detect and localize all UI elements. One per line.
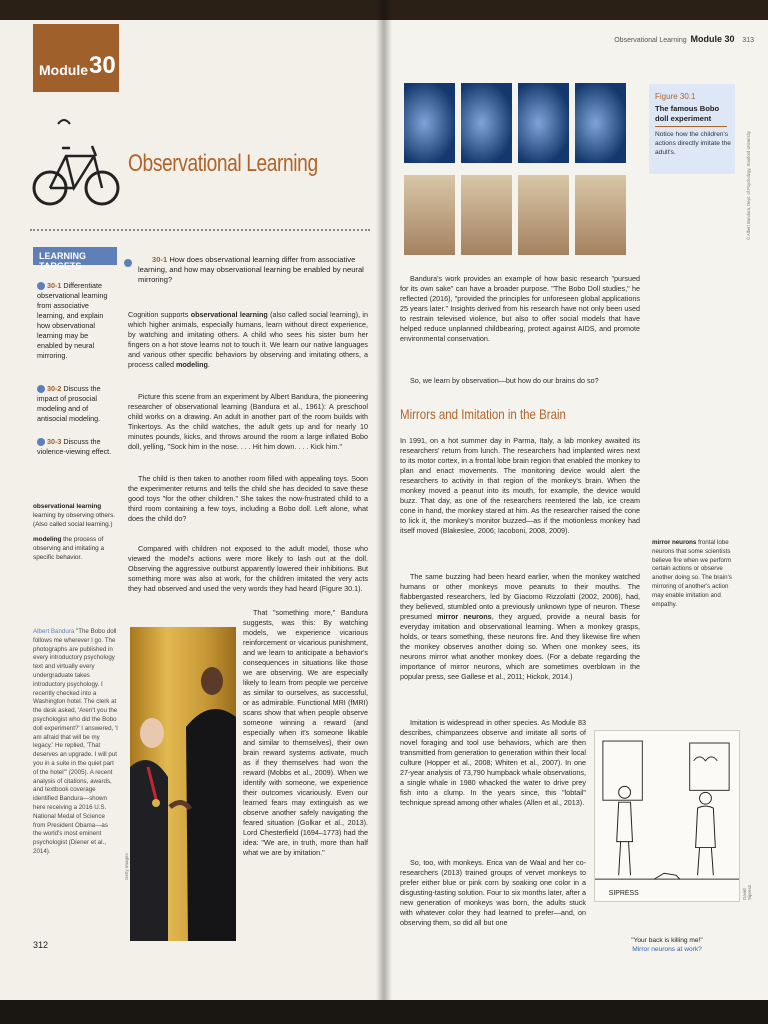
body-paragraph: The child is then taken to another room filled with appealing toys. Soon the experimenter returns and tells the child she has decided to save these good toys "for the other children." She takes the now-frustrated child to a third room containing a few toys, including a Bobo doll. Left alone, what does the child do? <box>128 474 368 523</box>
body-paragraph: So, we learn by observation—but how do our brains do so? <box>410 376 599 385</box>
learning-question: 30-1 How does observational learning differ from associative learning, and how may observational learning be enabled by neural mirroring? <box>138 255 364 284</box>
learning-target-item: 30-3 Discuss the violence-viewing effect. <box>37 437 112 456</box>
bobo-doll-photo-grid <box>404 83 626 255</box>
figure-rule <box>655 126 727 127</box>
book-bottom-edge <box>0 1000 768 1024</box>
figure-title: The famous Bobo doll experiment <box>655 104 720 123</box>
svg-text:SIPRESS: SIPRESS <box>608 889 639 897</box>
bobo-photo <box>518 175 569 255</box>
learning-target-item: 30-2 Discuss the impact of prosocial modeling and of antisocial modeling. <box>37 384 101 423</box>
bobo-photo <box>461 175 512 255</box>
body-paragraph: That "something more," Bandura suggests, was this: By watching models, we experience vicarious reinforcement or vicarious punishment, and we learn to anticipate a behavior's consequences in situations like those we are observing. We are especially likely to learn from people we perceive as similar to ourselves, as successful, or as admirable. Functional MRI (fMRI) scans show that when people observe someone winning a reward (and especially when it's someone likable and similar to themselves), their own brain reward systems activate, much as if they themselves had won the reward (Mobbs et al., 2009). When we identify with someone, we experience their outcomes vicariously. Even our learned fears may extinguish as we observe another safely navigating the feared situation (Golkar et al., 2013). Lord Chesterfield (1694–1773) had the idea: "We are, in truth, more than half what we are by imitation." <box>243 608 368 857</box>
figure-number: Figure 30.1 <box>655 92 696 101</box>
figure-credit: © Albert Bandura, Dept. of Psychology, Stanford University <box>746 131 751 240</box>
body-paragraph: Picture this scene from an experiment by Albert Bandura, the pioneering researcher of observational learning (Bandura et al., 1961): A preschool child works on a drawing. An adult in another part of the room builds with Tinkertoys. As the child watches, the adult gets up and for nearly 10 minutes pounds, kicks, and throws around the room a large inflated Bobo doll, yelling, "Sock him in the nose. . . . Hit him down. . . . Kick him." <box>128 392 368 451</box>
cartoon-credit: David Sipress <box>742 884 752 900</box>
body-paragraph: Bandura's work provides an example of how basic research "pursued for its own sake" can have a broader purpose. "The Bobo Doll studies," he reflected (2016), "provided the principles for unforeseen global applications 25 years later." Insights derived from his research have not only been used to restrain televised violence, but also to offer social models that have helped reduce unplanned childbearing, protect against AIDS, and promote environmental conservation. <box>400 274 640 343</box>
right-page <box>384 0 768 1024</box>
bandura-sidebar: Albert Bandura "The Bobo doll follows me wherever I go. The photographs are published in every introductory psychology text and virtually every undergraduate takes introductory psychology. I recently checked into a Washington hotel. The clerk at the desk asked, 'Aren't you the psychologist who did the Bobo doll experiment?' I answered, 'I am afraid that will be my legacy.' He replied, 'That deserves an upgrade. I will put you in a suite in the quiet part of the hotel'" (2005). A recent analysis of citations, awards, and textbook coverage identified Bandura—shown here receiving a 2016 U.S. National Medal of Science from President Obama—as the world's most eminent psychologist (Diener et al., 2014). <box>33 628 118 855</box>
learning-targets-heading: LEARNING TARGETS <box>33 247 117 265</box>
page-number: 312 <box>33 940 49 950</box>
body-paragraph: Cognition supports observational learning (also called social learning), in which higher animals, especially humans, learn without direct experience, by watching and imitating others. A child who sees his sister burn her fingers on a hot stove learns not to touch it. We learn our native languages and various other specific behaviors by observing and imitating others, a process called modeling. <box>128 310 368 369</box>
module-number: 30 <box>89 52 116 79</box>
cartoon-caption: "Your back is killing me!" Mirror neurons at work? <box>631 937 703 953</box>
section-heading: Mirrors and Imitation in the Brain <box>400 406 566 422</box>
running-head: Observational Learning Module 30 313 <box>614 34 754 44</box>
book-gutter <box>376 0 392 1024</box>
target-arrow-icon <box>37 438 45 446</box>
figure-caption-box <box>649 84 735 174</box>
question-arrow-icon <box>124 254 134 272</box>
award-photo <box>130 627 236 941</box>
body-paragraph: Compared with children not exposed to the adult model, those who viewed the model's actions were more likely to lash out at the doll. Observing the aggressive outburst apparently lowered their inhibitions. But something more was also at work, for the children imitated the very acts they had observed and used the very words they had heard (Figure 30.1). <box>128 544 368 593</box>
bobo-photo <box>575 175 626 255</box>
divider <box>30 229 370 231</box>
photo-credit: Getty Images <box>124 853 129 880</box>
chapter-title: Observational Learning <box>128 150 318 177</box>
module-tab <box>33 24 119 92</box>
learning-target-item: 30-1 Differentiate observational learning from associative learning, and explain how observational learning may be enabled by neural mirroring. <box>37 281 108 360</box>
bobo-photo <box>518 83 569 163</box>
bobo-photo <box>404 175 455 255</box>
target-arrow-icon <box>37 385 45 393</box>
body-paragraph: The same buzzing had been heard earlier, when the monkey watched humans or other monkeys move peanuts to their mouths. The flabbergasted researchers, led by Giacomo Rizzolatti (2002, 2006), had, they believed, stumbled onto a previously unknown type of neuron. These presumed mirror neurons, they argued, provide a neural basis for everyday imitation and observational learning. When a monkey grasps, holds, or tears something, these neurons fire. And they likewise fire when the monkey observes another doing so. When one monkey sees, its neurons mirror what another monkey does. (For a debate regarding the importance of mirror neurons, which are sometimes overblown in the popular press, see Gallese et al., 2011; Hickok, 2014.) <box>400 572 640 681</box>
body-paragraph: In 1991, on a hot summer day in Parma, Italy, a lab monkey awaited its researchers' return from lunch. The researchers had implanted wires next to its motor cortex, in a frontal lobe brain region that enabled the monkey to plan and enact movements. The monitoring device would alert the researchers to activity in that region of the monkey's brain. When the monkey moved a peanut into its mouth, for example, the device would buzz. That day, as one of the researchers reentered the lab, ice cream cone in hand, the monkey stared at him. As the researcher raised the cone to lick it, the monkey's monitor buzzed—as if the motionless monkey had itself moved (Blakeslee, 2006; Iacoboni, 2008, 2009). <box>400 436 640 535</box>
glossary-entry: observational learning learning by observing others. (Also called social learning.) <box>33 503 116 528</box>
bobo-photo <box>404 83 455 163</box>
bobo-photo <box>461 83 512 163</box>
bicycle-icon <box>30 112 122 224</box>
body-paragraph: Imitation is widespread in other species. As Module 83 describes, chimpanzees observe and imitate all sorts of novel foraging and tool use behaviors, which are then transmitted from generation to generation within their local culture (Hopper et al., 2008; Whiten et al., 2007). In one 27-year analysis of 73,790 humpback whale observations, a single whale in 1980 whacked the water to drive prey fish into a clump. In the years since, this "lobtail" technique spread among other whales (Allen et al., 2013). <box>400 718 586 807</box>
glossary-margin <box>33 502 118 568</box>
mirror-neurons-glossary: mirror neurons frontal lobe neurons that some scientists believe fire when we perform certain actions or observe another doing so. The brain's mirroring of another's action may enable imitation and empathy. <box>652 539 732 608</box>
bobo-photo <box>575 83 626 163</box>
figure-caption: Notice how the children's actions directly imitate the adult's. <box>655 131 731 156</box>
body-paragraph: So, too, with monkeys. Erica van de Waal and her co-researchers (2013) trained groups of vervet monkeys to prefer either blue or pink corn by soaking one color in a disgusting-tasting solution. Four to six months later, after a new generation of monkeys was born, the adults stuck with whatever color they had learned to prefer—and, on observing them, so did all but one <box>400 858 586 927</box>
cartoon-illustration <box>594 730 740 902</box>
module-word: Module <box>39 62 88 78</box>
target-arrow-icon <box>37 282 45 290</box>
glossary-entry: modeling the process of observing and imitating a specific behavior. <box>33 536 105 561</box>
